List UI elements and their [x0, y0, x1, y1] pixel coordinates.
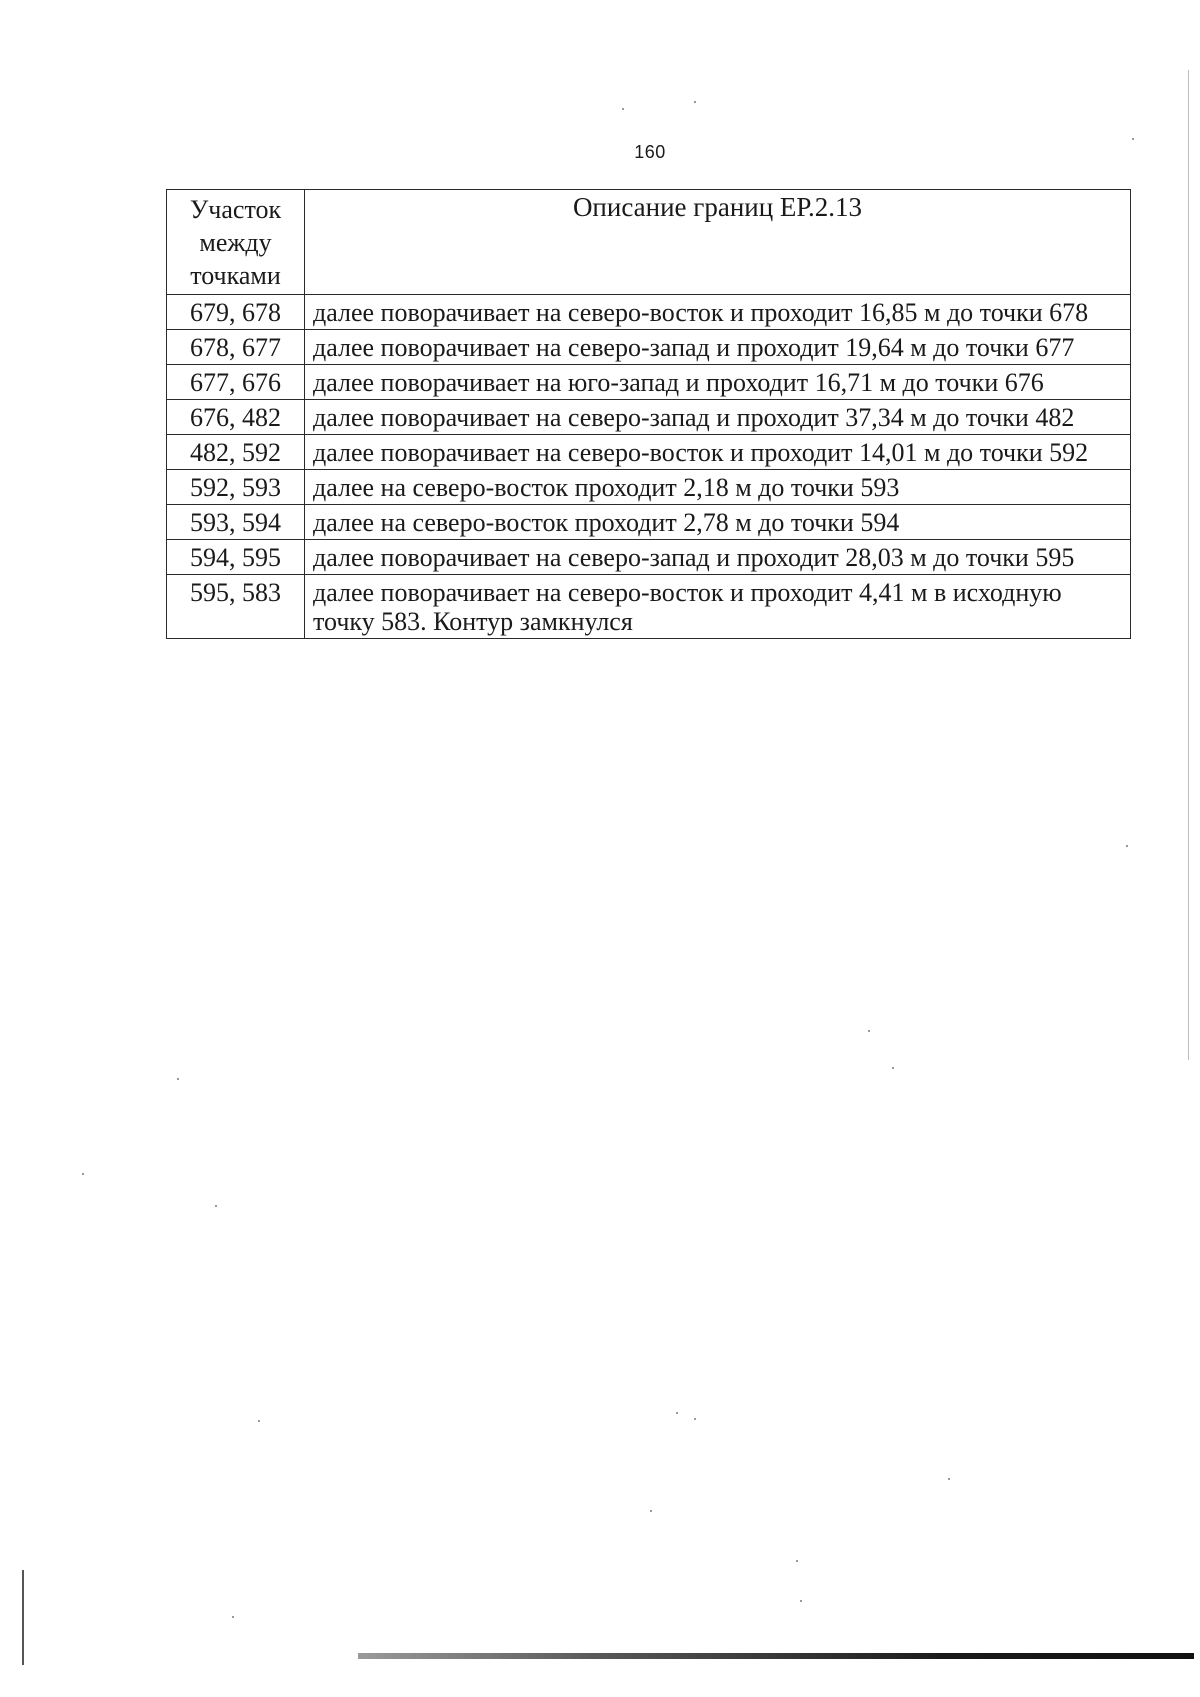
description-cell: далее на северо-восток проходит 2,78 м до точки 594	[305, 505, 1131, 540]
table-row	[167, 575, 1131, 639]
segment-cell: 482, 592	[167, 435, 305, 470]
description-cell: далее поворачивает на северо-запад и проходит 19,64 м до точки 677	[305, 330, 1131, 365]
scan-bottom-line	[358, 1653, 1194, 1659]
scan-edge-left	[22, 1570, 24, 1665]
description-cell: далее на северо-восток проходит 2,18 м до точки 593	[305, 470, 1131, 505]
segment-cell: 593, 594	[167, 505, 305, 540]
segment-cell: 594, 595	[167, 540, 305, 575]
segment-cell: 595, 583	[167, 575, 305, 639]
scan-speck	[868, 1030, 870, 1032]
header-segment: Участок между точками	[167, 190, 305, 295]
scan-speck	[622, 108, 624, 110]
page-number: 160	[634, 142, 666, 162]
scan-speck	[1132, 138, 1134, 140]
table-row	[167, 470, 1131, 505]
description-cell: далее поворачивает на юго-запад и проходит 16,71 м до точки 676	[305, 365, 1131, 400]
segment-cell: 592, 593	[167, 470, 305, 505]
scan-speck	[892, 1067, 894, 1069]
scan-speck	[177, 1078, 179, 1080]
table-row	[167, 540, 1131, 575]
scan-speck	[258, 1420, 260, 1422]
table-row	[167, 295, 1131, 330]
scan-speck	[215, 1205, 217, 1207]
table-row	[167, 365, 1131, 400]
scan-speck	[82, 1173, 84, 1175]
scan-speck	[796, 1560, 798, 1562]
scan-speck	[650, 1510, 652, 1512]
description-cell: далее поворачивает на северо-запад и проходит 28,03 м до точки 595	[305, 540, 1131, 575]
segment-cell: 678, 677	[167, 330, 305, 365]
table-row	[167, 435, 1131, 470]
scan-speck	[948, 1478, 950, 1480]
description-cell: далее поворачивает на северо-запад и проходит 37,34 м до точки 482	[305, 400, 1131, 435]
scan-speck	[694, 1418, 696, 1420]
scan-edge-right	[1188, 70, 1189, 1060]
boundary-description-table	[166, 189, 1131, 639]
table-row	[167, 505, 1131, 540]
scan-speck	[800, 1600, 802, 1602]
table-header-row	[167, 190, 1131, 295]
scan-speck	[676, 1412, 678, 1414]
segment-cell: 679, 678	[167, 295, 305, 330]
description-cell: далее поворачивает на северо-восток и проходит 16,85 м до точки 678	[305, 295, 1131, 330]
segment-cell: 676, 482	[167, 400, 305, 435]
scan-speck	[1126, 845, 1128, 847]
description-cell: далее поворачивает на северо-восток и проходит 4,41 м в исходную точку 583. Контур замкнулся	[305, 575, 1131, 639]
header-description: Описание границ ЕР.2.13	[305, 190, 1131, 295]
table-row	[167, 330, 1131, 365]
segment-cell: 677, 676	[167, 365, 305, 400]
description-cell: далее поворачивает на северо-восток и проходит 14,01 м до точки 592	[305, 435, 1131, 470]
scan-speck	[232, 1616, 234, 1618]
scan-speck	[694, 101, 696, 103]
table-row	[167, 400, 1131, 435]
